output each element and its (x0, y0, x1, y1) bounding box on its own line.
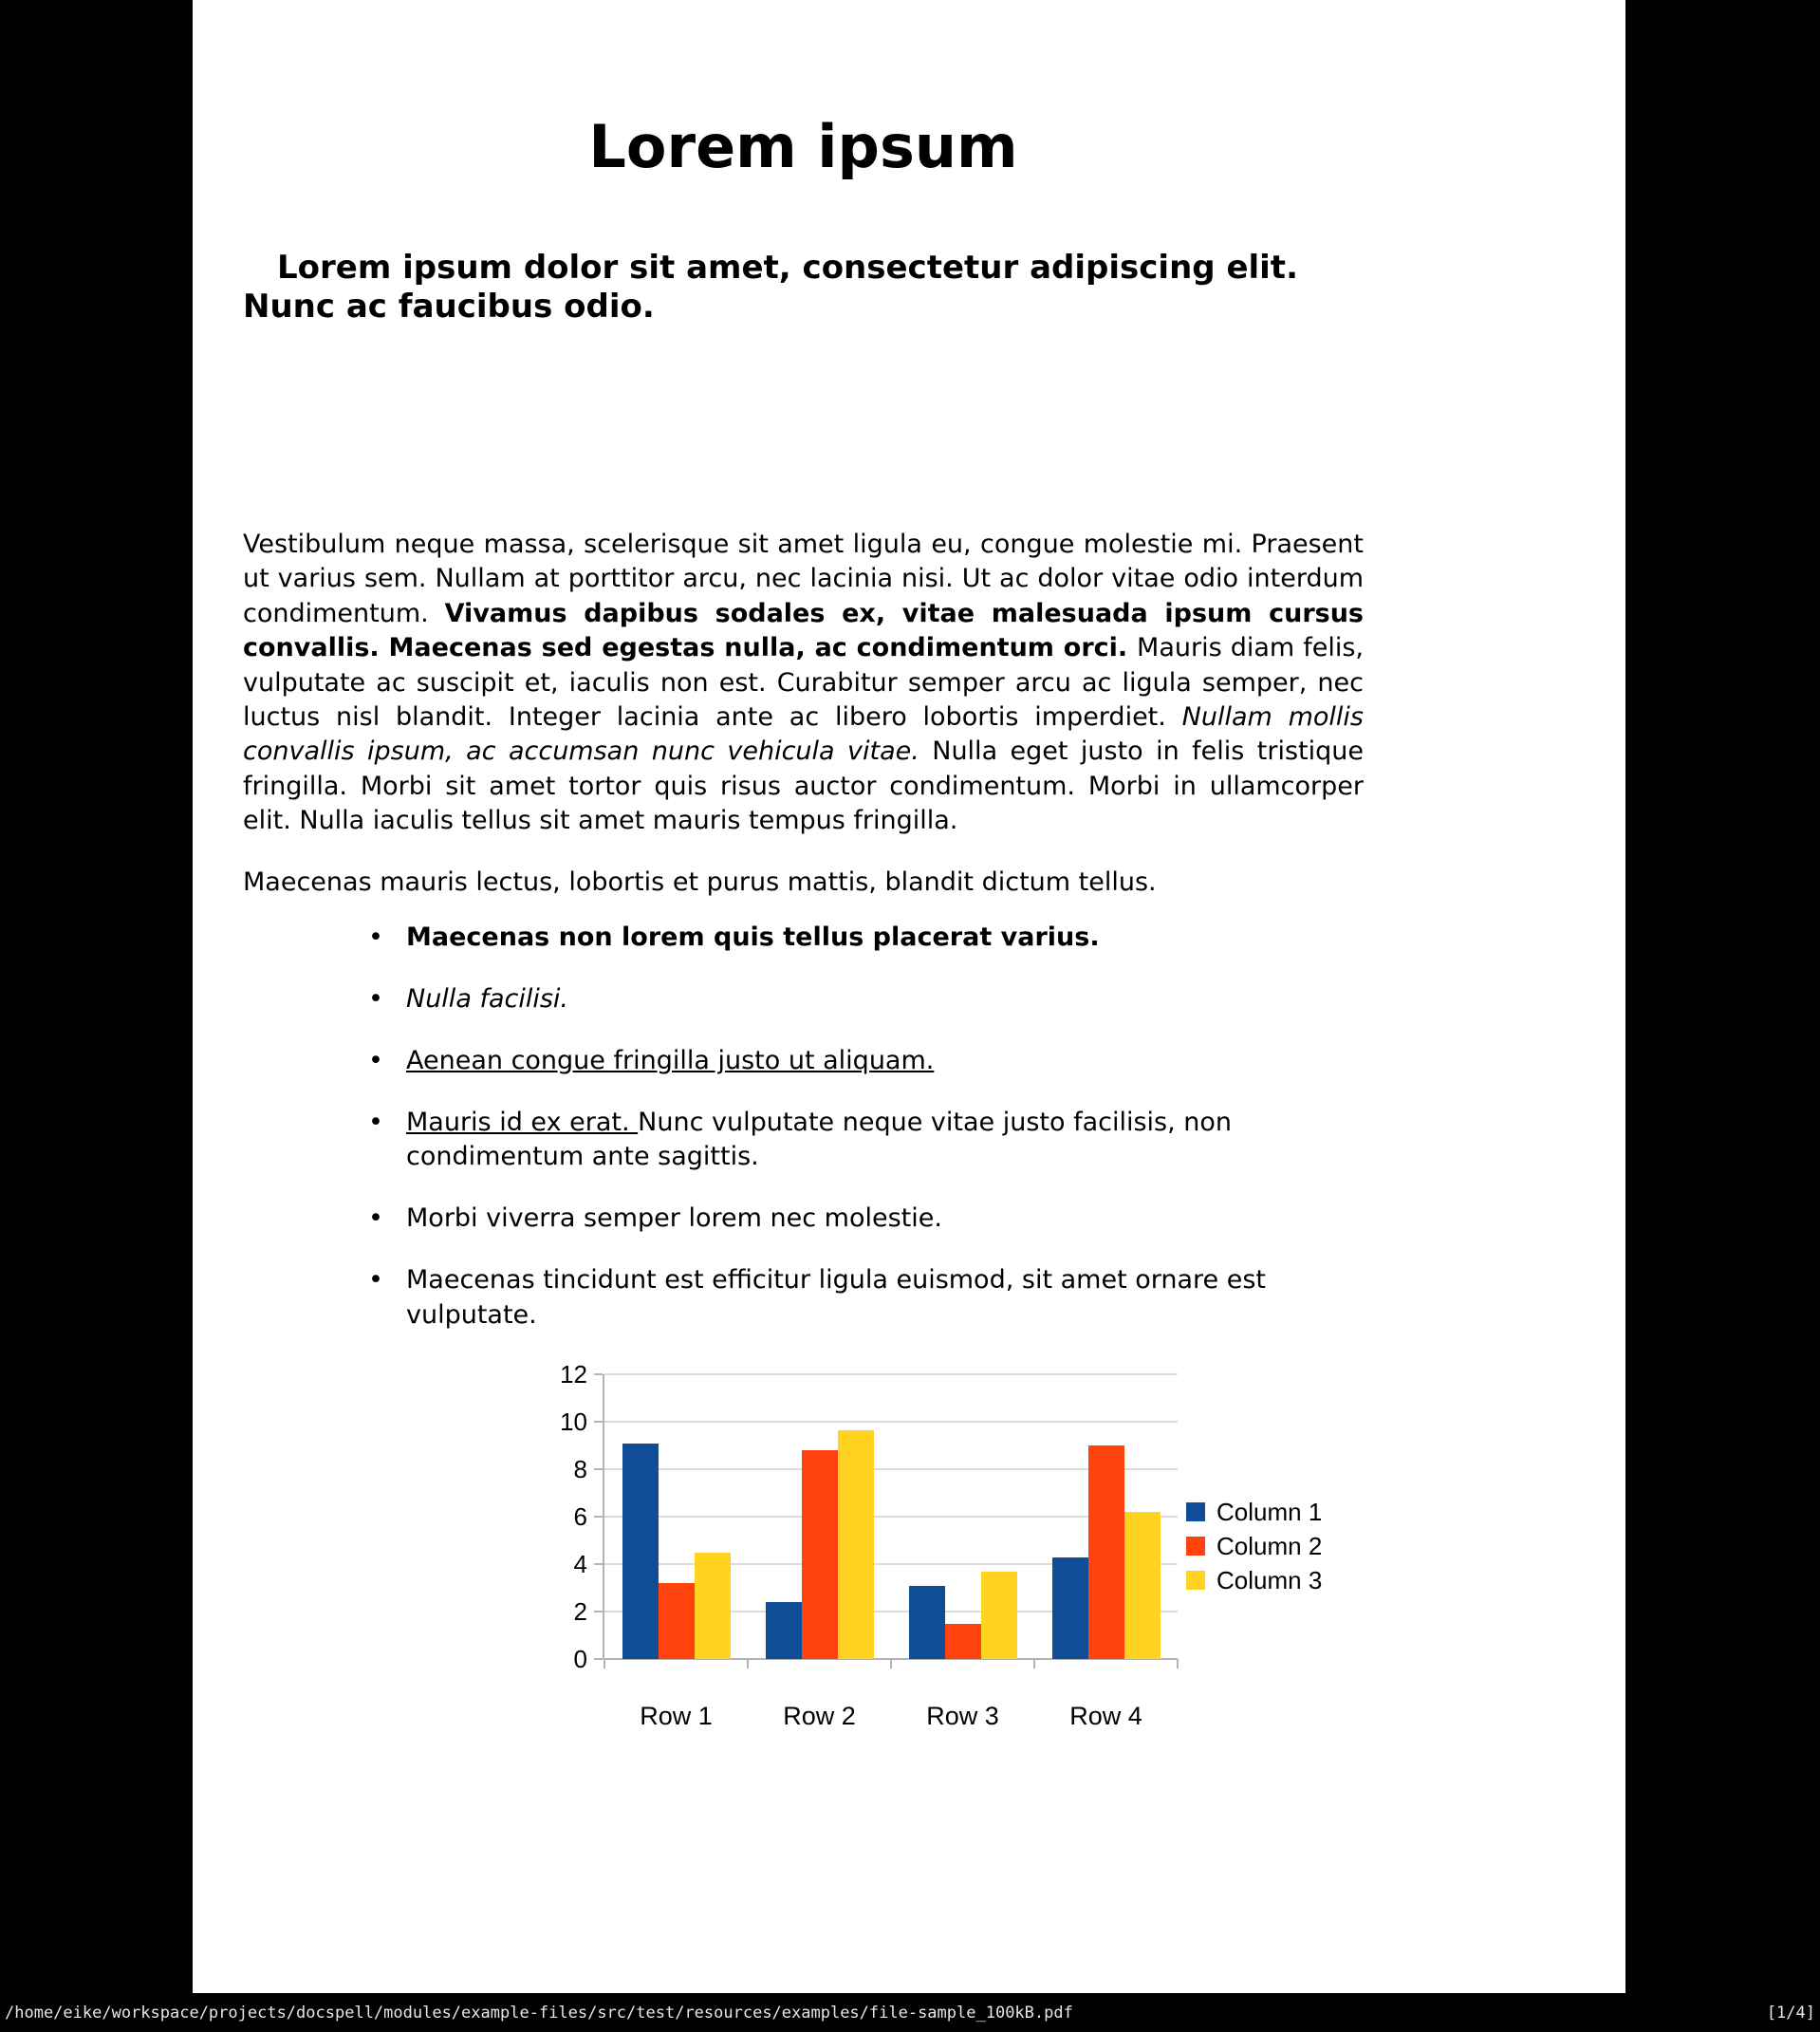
list-item (406, 1263, 1364, 1333)
legend-item (1186, 1568, 1322, 1593)
status-bar (0, 1993, 1820, 2032)
bar (802, 1450, 838, 1659)
x-axis-tick-label: Row 2 (783, 1702, 856, 1730)
y-axis-tick-label: 8 (573, 1455, 587, 1483)
legend-swatch (1186, 1537, 1205, 1556)
x-axis-tick (1033, 1659, 1035, 1668)
y-axis-tick (594, 1611, 603, 1613)
status-page-indicator: [1/4] (1766, 2003, 1815, 2023)
bar (1088, 1445, 1124, 1659)
bar (766, 1602, 802, 1659)
list-item-text: Mauris id ex erat. (406, 1108, 639, 1138)
x-axis-tick-label: Row 3 (926, 1702, 999, 1730)
document-title: Lorem ipsum (588, 112, 1018, 181)
bar-chart (193, 1348, 1625, 1765)
paragraph-run: Vestibulum neque massa, scelerisque sit amet ligula eu, congue molestie mi. Praesent ut varius sem. Nullam at porttitor arcu, nec lacinia nisi. Ut ac dolor vitae odio interdum condimentum. (243, 530, 1364, 628)
bar (1124, 1512, 1161, 1659)
x-axis-tick (890, 1659, 892, 1668)
chart-plot (560, 1360, 1178, 1730)
legend-label: Column 3 (1216, 1566, 1323, 1594)
bar (909, 1586, 945, 1660)
bar (838, 1430, 874, 1659)
bar (622, 1444, 659, 1660)
y-axis-tick (594, 1373, 603, 1375)
paragraph-2: Maecenas mauris lectus, lobortis et purus mattis, blandit dictum tellus. (243, 867, 1157, 897)
x-axis-tick (604, 1659, 605, 1668)
legend-swatch (1186, 1502, 1205, 1521)
paragraph-run-bold: Vivamus dapibus sodales ex, vitae malesuada ipsum cursus convallis. Maecenas sed egestas nulla, ac condimentum orci. (243, 598, 1364, 663)
bar (945, 1624, 981, 1660)
bar (1052, 1557, 1088, 1660)
bullet-list (243, 921, 1364, 1333)
gridline (604, 1421, 1178, 1423)
x-axis-tick (747, 1659, 749, 1668)
y-axis-tick-label: 0 (573, 1645, 587, 1673)
list-item (406, 1202, 1364, 1236)
y-axis-tick (594, 1421, 603, 1423)
document-content (243, 112, 1364, 1333)
status-file-path: /home/eike/workspace/projects/docspell/modules/example-files/src/test/resources/examples/file-sample_100kB.pdf (5, 2003, 1073, 2023)
list-item-text: Nunc vulputate neque vitae justo facilisis, non condimentum ante sagittis. (406, 1108, 1233, 1172)
list-item-text: Nulla facilisi. (406, 984, 568, 1015)
y-axis-tick-label: 12 (560, 1360, 587, 1389)
list-item-text: Maecenas tincidunt est efficitur ligula euismod, sit amet ornare est vulputate. (406, 1265, 1267, 1330)
y-axis-tick (594, 1658, 603, 1660)
y-axis-tick (594, 1563, 603, 1565)
list-item-text: Aenean congue fringilla justo ut aliquam. (406, 1046, 935, 1076)
legend-label: Column 1 (1216, 1498, 1323, 1526)
chart-legend (1186, 1500, 1322, 1602)
y-axis-tick-label: 6 (573, 1502, 587, 1531)
legend-label: Column 2 (1216, 1532, 1323, 1560)
legend-item (1186, 1500, 1322, 1524)
bar (695, 1553, 731, 1660)
document-heading: Lorem ipsum dolor sit amet, consectetur adipiscing elit. Nunc ac faucibus odio. (243, 249, 1298, 326)
paragraph-run: Mauris diam felis, vulputate ac suscipit et, iaculis non est. Curabitur semper arcu ac ligula semper, nec luctus nisl blandit. Integer lacinia ante ac libero lobortis imperdiet. (243, 633, 1364, 733)
y-axis-tick-label: 4 (573, 1550, 587, 1578)
y-axis-tick (594, 1468, 603, 1470)
x-axis-tick (1177, 1659, 1179, 1668)
list-item (406, 982, 1364, 1016)
legend-item (1186, 1534, 1322, 1558)
list-item (406, 1044, 1364, 1078)
list-item-text: Morbi viverra semper lorem nec molestie. (406, 1203, 942, 1234)
bar (659, 1583, 695, 1659)
paragraph-run: Nulla eget justo in felis tristique fringilla. Morbi sit amet tortor quis risus auctor condimentum. Morbi in ullamcorper elit. Nulla iaculis tellus sit amet mauris tempus fringilla. (243, 736, 1364, 836)
legend-swatch (1186, 1571, 1205, 1590)
list-item (406, 1106, 1364, 1175)
x-axis-tick-label: Row 4 (1069, 1702, 1142, 1730)
bar (981, 1572, 1017, 1660)
pdf-page[interactable] (193, 0, 1625, 1993)
paragraph-run-italic: Nullam mollis convallis ipsum, ac accumsan nunc vehicula vitae. (243, 702, 1364, 767)
y-axis-tick-label: 10 (560, 1407, 587, 1436)
x-axis-tick-label: Row 1 (640, 1702, 713, 1730)
paragraph-1 (243, 528, 1364, 839)
list-item-text: Maecenas non lorem quis tellus placerat varius. (406, 923, 1100, 953)
y-axis-tick-label: 2 (573, 1597, 587, 1626)
y-axis-tick (594, 1516, 603, 1518)
list-item (406, 921, 1364, 955)
gridline (604, 1373, 1178, 1375)
